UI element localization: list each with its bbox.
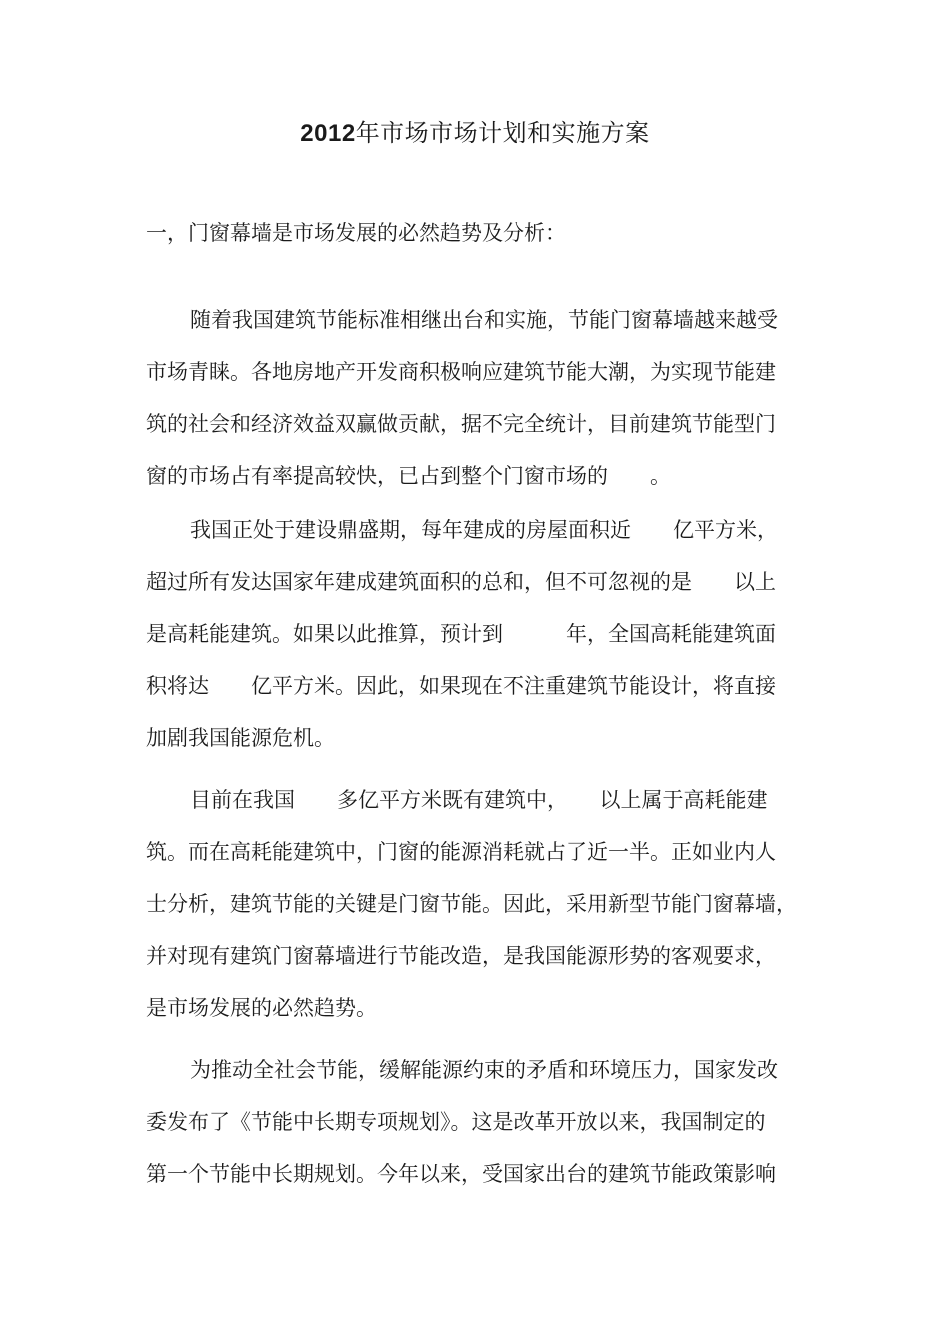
paragraph-2 — [146, 504, 816, 764]
paragraph-line: 目前在我国 多亿平方米既有建筑中， 以上属于高耗能建 — [190, 788, 768, 812]
document-title — [0, 116, 950, 151]
paragraph-line: 是高耗能建筑。如果以此推算，预计到 年，全国高耗能建筑面 — [146, 622, 776, 646]
paragraph-line: 筑的社会和经济效益双赢做贡献，据不完全统计，目前建筑节能型门 — [146, 412, 776, 436]
paragraph-line: 随着我国建筑节能标准相继出台和实施，节能门窗幕墙越来越受 — [190, 308, 778, 332]
paragraph-line: 窗的市场占有率提高较快，已占到整个门窗市场的 。 — [146, 464, 671, 488]
paragraph-line: 加剧我国能源危机。 — [146, 726, 335, 750]
paragraph-3 — [146, 774, 816, 1034]
paragraph-line: 筑。而在高耗能建筑中，门窗的能源消耗就占了近一半。正如业内人 — [146, 840, 776, 864]
paragraph-1 — [146, 294, 816, 502]
paragraph-line: 是市场发展的必然趋势。 — [146, 996, 377, 1020]
paragraph-line: 委发布了《节能中长期专项规划》。这是改革开放以来，我国制定的 — [146, 1110, 766, 1134]
section-heading: 一，门窗幕墙是市场发展的必然趋势及分析： — [146, 221, 566, 245]
paragraph-line: 我国正处于建设鼎盛期，每年建成的房屋面积近 亿平方米， — [190, 518, 778, 542]
paragraph-line: 并对现有建筑门窗幕墙进行节能改造，是我国能源形势的客观要求， — [146, 944, 776, 968]
paragraph-line: 士分析，建筑节能的关键是门窗节能。因此，采用新型节能门窗幕墙， — [146, 892, 797, 916]
title-year: 2012 — [300, 120, 356, 147]
title-text: 年市场市场计划和实施方案 — [355, 119, 650, 147]
paragraph-line: 市场青睐。各地房地产开发商积极响应建筑节能大潮，为实现节能建 — [146, 360, 776, 384]
paragraph-line: 为推动全社会节能，缓解能源约束的矛盾和环境压力，国家发改 — [190, 1058, 778, 1082]
paragraph-line: 积将达 亿平方米。因此，如果现在不注重建筑节能设计，将直接 — [146, 674, 776, 698]
paragraph-line: 第一个节能中长期规划。今年以来，受国家出台的建筑节能政策影响 — [146, 1162, 776, 1186]
paragraph-4 — [146, 1044, 816, 1200]
paragraph-line: 超过所有发达国家年建成建筑面积的总和，但不可忽视的是 以上 — [146, 570, 776, 594]
